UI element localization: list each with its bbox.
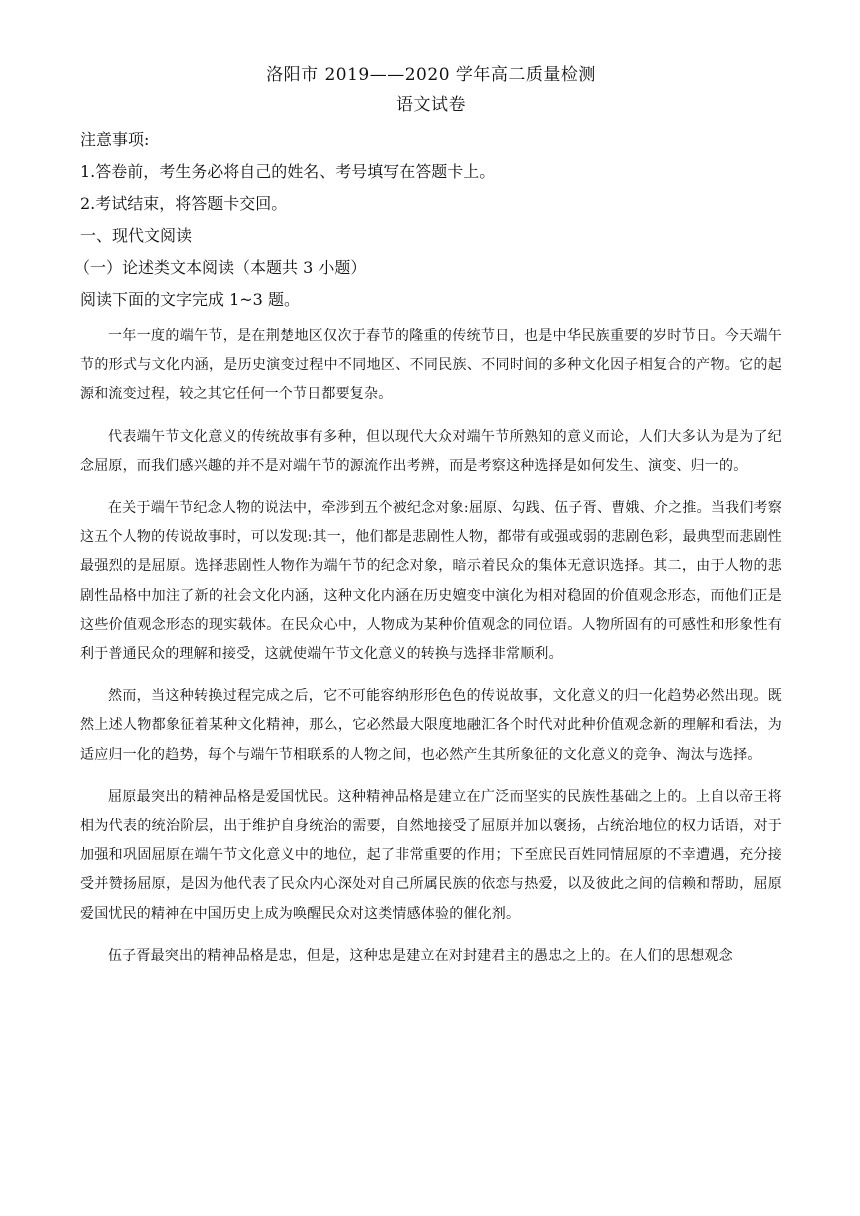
reading-passage [80, 322, 782, 971]
passage-paragraph-6: 伍子胥最突出的精神品格是忠，但是，这种忠是建立在对封建君主的愚忠之上的。在人们的思想观念 [108, 947, 733, 964]
passage-paragraph-5: 屈原最突出的精神品格是爱国忧民。这种精神品格是建立在广泛而坚实的民族性基础之上的。上自以帝王将相为代表的统治阶层，出于维护自身统治的需要，自然地接受了屈原并加以褒扬，占统治地位的权力话语，对于加强和巩固屈原在端午节文化意义中的地位，起了非常重要的作用；下至庶民百姓同情屈原的不幸遭遇，充分接受并赞扬屈原，是因为他代表了民众内心深处对自己所属民族的依恋与热爱，以及彼此之间的信赖和帮助，屈原爱国忧民的精神在中国历史上成为唤醒民众对这类情感体验的催化剂。 [80, 788, 782, 922]
exam-page [74, 62, 782, 984]
note-item-1: 1.答卷前，考生务必将自己的姓名、考号填写在答题卡上。 [80, 162, 496, 181]
exam-title: 洛阳市 2019——2020 学年高二质量检测 [266, 65, 596, 85]
reading-instruction: 阅读下面的文字完成 1~3 题。 [80, 290, 300, 309]
notes-label: 注意事项: [80, 130, 150, 149]
passage-paragraph-2: 代表端午节文化意义的传统故事有多种，但以现代大众对端午节所熟知的意义而论，人们大多认为是为了纪念屈原，而我们感兴趣的并不是对端午节的源流作出考辨，而是考察这种选择是如何发生、演变、归一的。 [80, 428, 782, 474]
passage-paragraph-4: 然而，当这种转换过程完成之后，它不可能容纳形形色色的传说故事，文化意义的归一化趋势必然出现。既然上述人物都象征着某种文化精神，那么，它必然最大限度地融汇各个时代对此种价值观念新的理解和看法，为适应归一化的趋势，每个与端午节相联系的人物之间，也必然产生其所象征的文化意义的竞争、淘汰与选择。 [80, 688, 782, 763]
passage-paragraph-3: 在关于端午节纪念人物的说法中，牵涉到五个被纪念对象:屈原、勾践、伍子胥、曹娥、介之推。当我们考察这五个人物的传说故事时，可以发现:其一，他们都是悲剧性人物，都带有或强或弱的悲剧色彩，最典型而悲剧性最强烈的是屈原。选择悲剧性人物作为端午节的纪念对象，暗示着民众的集体无意识选择。其二，由于人物的悲剧性品格中加注了新的社会文化内涵，这种文化内涵在历史嬗变中演化为相对稳固的价值观念形态，而他们正是这些价值观念形态的现实载体。在民众心中，人物成为某种价值观念的同位语。人物所固有的可感性和形象性有利于普通民众的理解和接受，这就使端午节文化意义的转换与选择非常顺利。 [80, 500, 782, 663]
section-heading: 一、现代文阅读 [80, 226, 193, 245]
passage-paragraph-1: 一年一度的端午节，是在荆楚地区仅次于春节的隆重的传统节日，也是中华民族重要的岁时节日。今天端午节的形式与文化内涵，是历史演变过程中不同地区、不同民族、不同时间的多种文化因子相复合的产物。它的起源和流变过程，较之其它任何一个节日都要复杂。 [80, 328, 782, 403]
note-item-2: 2.考试结束，将答题卡交回。 [80, 194, 288, 213]
section-subheading: （一）论述类文本阅读（本题共 3 小题） [74, 258, 367, 277]
exam-subtitle: 语文试卷 [396, 95, 466, 115]
